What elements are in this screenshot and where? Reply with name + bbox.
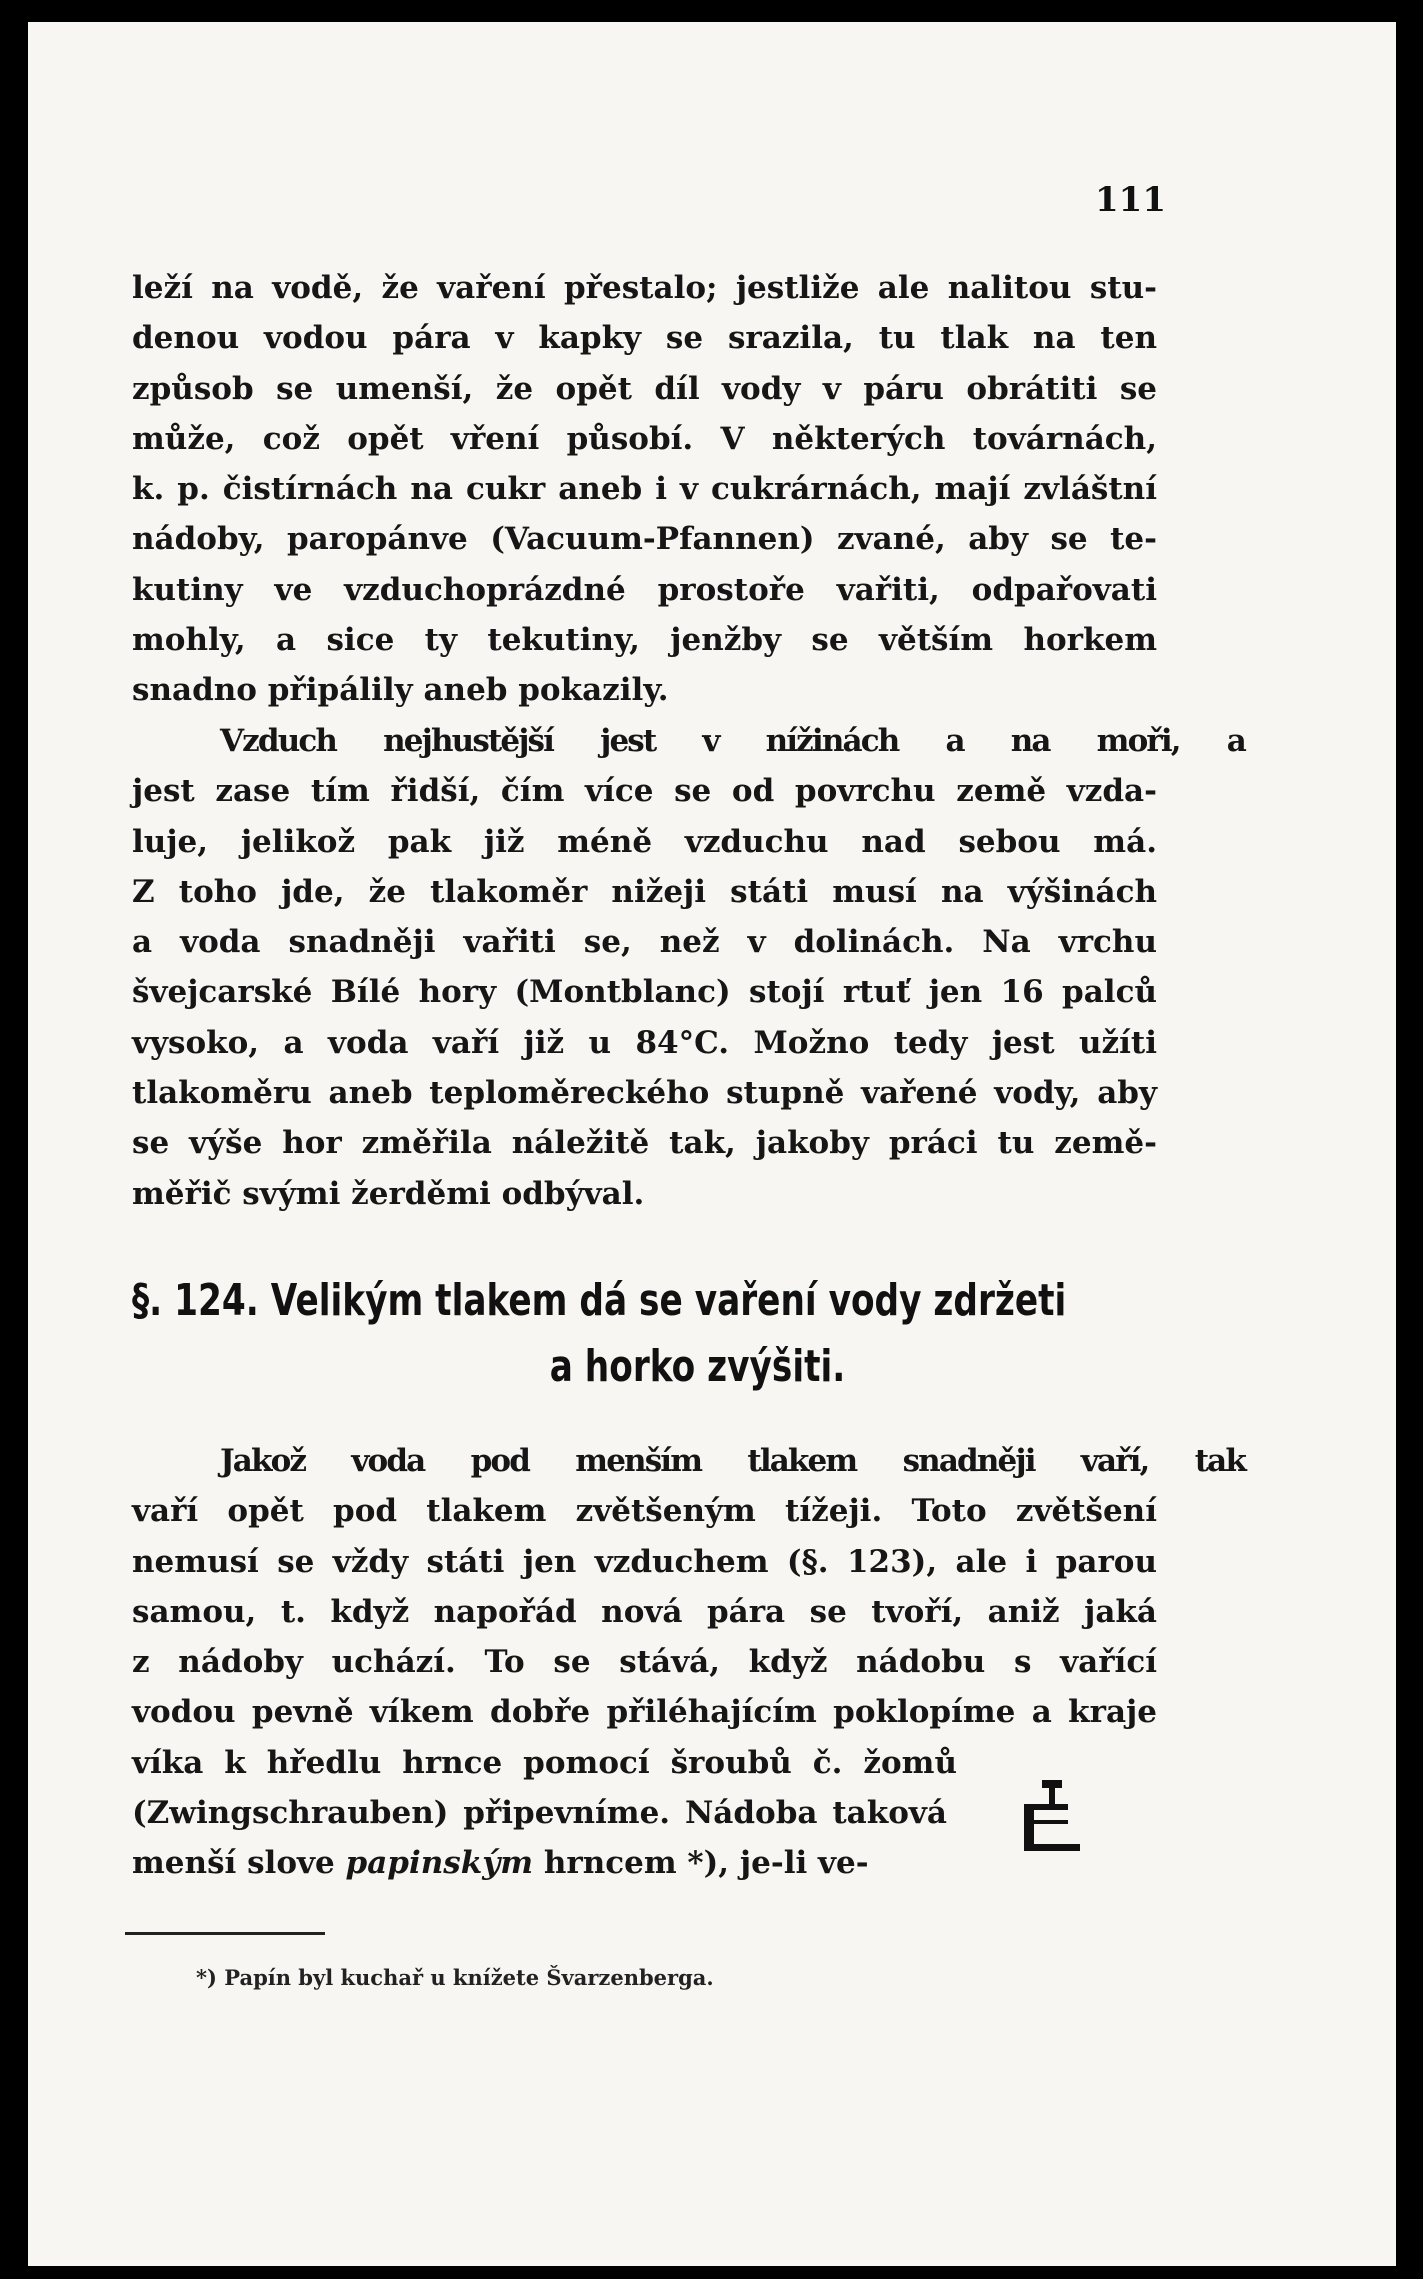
text-line: denou vodou pára v kapky se srazila, tu tlak na ten [132,320,1157,357]
text-line: způsob se umenší, že opět díl vody v páru obrátiti se [132,370,1157,407]
text-line: Jakož voda pod menším tlakem snadněji vaří, tak [220,1443,1245,1479]
text-line: může, což opět vření působí. V některých továrnách, [132,420,1157,457]
text-line: vysoko, a voda vaří již u 84°C. Možno tedy jest užíti [132,1024,1157,1061]
text-run: menší slove [132,1845,346,1882]
italic-term: papinským [345,1845,534,1882]
text-line: leží na vodě, že vaření přestalo; jestliže ale nalitou stu- [132,270,1157,306]
text-line [132,1838,1157,1888]
text-line: nádoby, paropánve (Vacuum-Pfannen) zvané, aby se te- [132,521,1157,558]
text-line: se výše hor změřila náležitě tak, jakoby práci tu země- [132,1125,1157,1162]
text-line: vaří opět pod tlakem zvětšeným tížeji. Toto zvětšení [132,1493,1157,1530]
text-run: hrncem *), je-li ve- [533,1845,869,1882]
text-line: kutiny ve vzduchoprázdné prostoře vařiti, odpařovati [132,571,1157,608]
text-line: víka k hředlu hrnce pomocí šroubů č. žomů [132,1744,957,1781]
text-line: Vzduch nejhustější jest v nížinách a na moři, a [220,723,1245,759]
text-line: nemusí se vždy státi jen vzduchem (§. 123), ale i parou [132,1543,1157,1580]
text-line: měřič svými žerděmi odbýval. [132,1175,645,1212]
paragraph-1 [132,263,1157,716]
text-line: a voda snadněji vařiti se, než v dolinách. Na vrchu [132,924,1157,961]
section-heading [132,1268,1067,1400]
text-line: k. p. čistírnách na cukr aneb i v cukrárnách, mají zvláštní [132,471,1157,508]
footnote: *) Papín byl kuchař u knížete Švarzenberga. [196,1965,714,1990]
text-line: (Zwingschrauben) připevníme. Nádoba taková [132,1795,947,1832]
text-line: Z toho jde, že tlakoměr nižeji státi musí na výšinách [132,873,1157,910]
footnote-rule [125,1932,325,1935]
text-line: švejcarské Bílé hory (Montblanc) stojí rtuť jen 16 palců [132,974,1157,1011]
scan-edge [1407,0,1423,2279]
text-line: samou, t. když napořád nová pára se tvoří, aniž jaká [132,1593,1157,1630]
page-number: 111 [1095,180,1166,220]
text-line: vodou pevně víkem dobře přiléhajícím poklopíme a kraje [132,1694,1157,1731]
text-line: mohly, a sice ty tekutiny, jenžby se větším horkem [132,622,1157,659]
text-line: jest zase tím řidší, čím více se od povrchu země vzda- [132,773,1157,810]
clamp-screw-icon [1020,1778,1084,1858]
text-line: tlakoměru aneb teploměreckého stupně vařené vody, aby [132,1075,1157,1112]
heading-line-2: a horko zvýšiti. [549,1341,846,1392]
text-line: snadno připálily aneb pokazily. [132,672,669,709]
paragraph-3 [132,1436,1245,1889]
text-line: luje, jelikož pak již méně vzduchu nad sebou má. [132,823,1157,860]
text-line: z nádoby uchází. To se stává, když nádobu s vařící [132,1644,1157,1681]
paragraph-2 [132,716,1245,1219]
heading-line-1: §. 124. Velikým tlakem dá se vaření vody zdržeti [132,1275,1067,1326]
